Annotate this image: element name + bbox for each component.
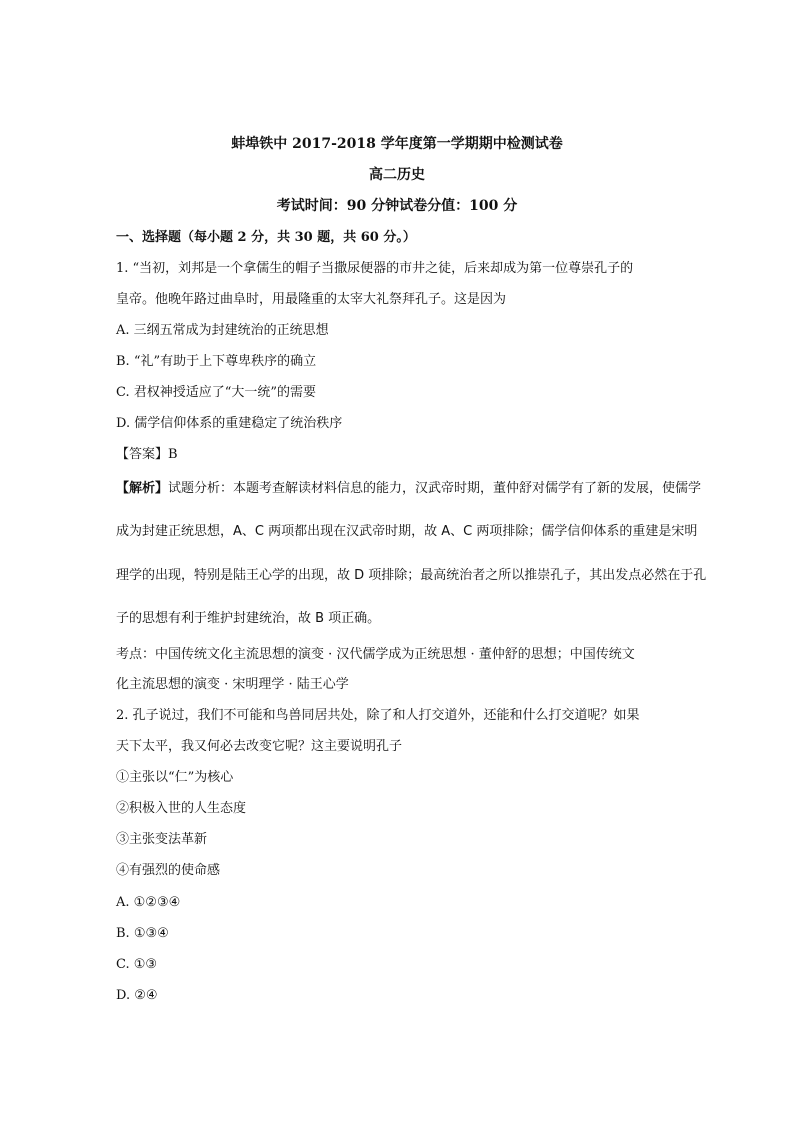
- q1-kaodian-line1: 考点：中国传统文化主流思想的演变 · 汉代儒学成为正统思想 · 董仲舒的思想；中国传统文: [116, 647, 635, 662]
- q2-stem-line1: 2. 孔子说过，我们不可能和鸟兽同居共处，除了和人打交道外，还能和什么打交道呢？如果: [116, 708, 640, 723]
- q1-analysis-line2: 成为封建正统思想，A、C 两项都出现在汉武帝时期，故 A、C 两项排除；儒学信仰体系的重建是宋明: [116, 524, 698, 539]
- q1-stem-line1: 1. “当初，刘邦是一个拿儒生的帽子当撒尿便器的市井之徒，后来却成为第一位尊崇孔子的: [116, 261, 634, 276]
- q1-option-c: C. 君权神授适应了“大一统”的需要: [116, 385, 317, 400]
- q1-analysis-line1: [116, 481, 701, 497]
- q2-item-4: ④有强烈的使命感: [116, 863, 221, 878]
- q2-item-2: ②积极入世的人生态度: [116, 801, 247, 816]
- q2-option-d: D. ②④: [116, 988, 158, 1003]
- school-title: 蚌埠铁中 2017-2018 学年度第一学期期中检测试卷: [231, 136, 563, 152]
- q1-stem-line2: 皇帝。他晚年路过曲阜时，用最隆重的太宰大礼祭拜孔子。这是因为: [116, 292, 507, 307]
- q2-option-a: A. ①②③④: [116, 895, 181, 910]
- q2-item-1: ①主张以“仁”为核心: [116, 770, 234, 785]
- q1-option-a: A. 三纲五常成为封建统治的正统思想: [116, 323, 329, 338]
- analysis-tag: 【解析】: [116, 481, 169, 496]
- q2-item-3: ③主张变法革新: [116, 832, 208, 847]
- analysis-text-1: 试题分析：本题考查解读材料信息的能力，汉武帝时期，董仲舒对儒学有了新的发展，使儒学: [168, 481, 702, 496]
- section-heading: 一、选择题（每小题 2 分，共 30 题，共 60 分。）: [116, 230, 416, 245]
- q2-option-b: B. ①③④: [116, 926, 169, 941]
- q1-option-d: D. 儒学信仰体系的重建稳定了统治秩序: [116, 416, 343, 431]
- q2-option-c: C. ①③: [116, 957, 158, 972]
- q1-analysis-line4: 子的思想有利于维护封建统治，故 B 项正确。: [116, 611, 381, 626]
- exam-info: 考试时间：90 分钟试卷分值：100 分: [276, 198, 518, 214]
- q2-stem-line2: 天下太平，我又何必去改变它呢？这主要说明孔子: [116, 739, 403, 754]
- q1-kaodian-line2: 化主流思想的演变 · 宋明理学 · 陆王心学: [116, 677, 349, 692]
- subject-title: 高二历史: [369, 167, 425, 183]
- q1-analysis-line3: 理学的出现，特别是陆王心学的出现，故 D 项排除；最高统治者之所以推崇孔子，其出发点必然在于孔: [116, 568, 707, 583]
- q1-option-b: B. “礼”有助于上下尊卑秩序的确立: [116, 354, 317, 369]
- q1-answer: 【答案】B: [116, 447, 178, 462]
